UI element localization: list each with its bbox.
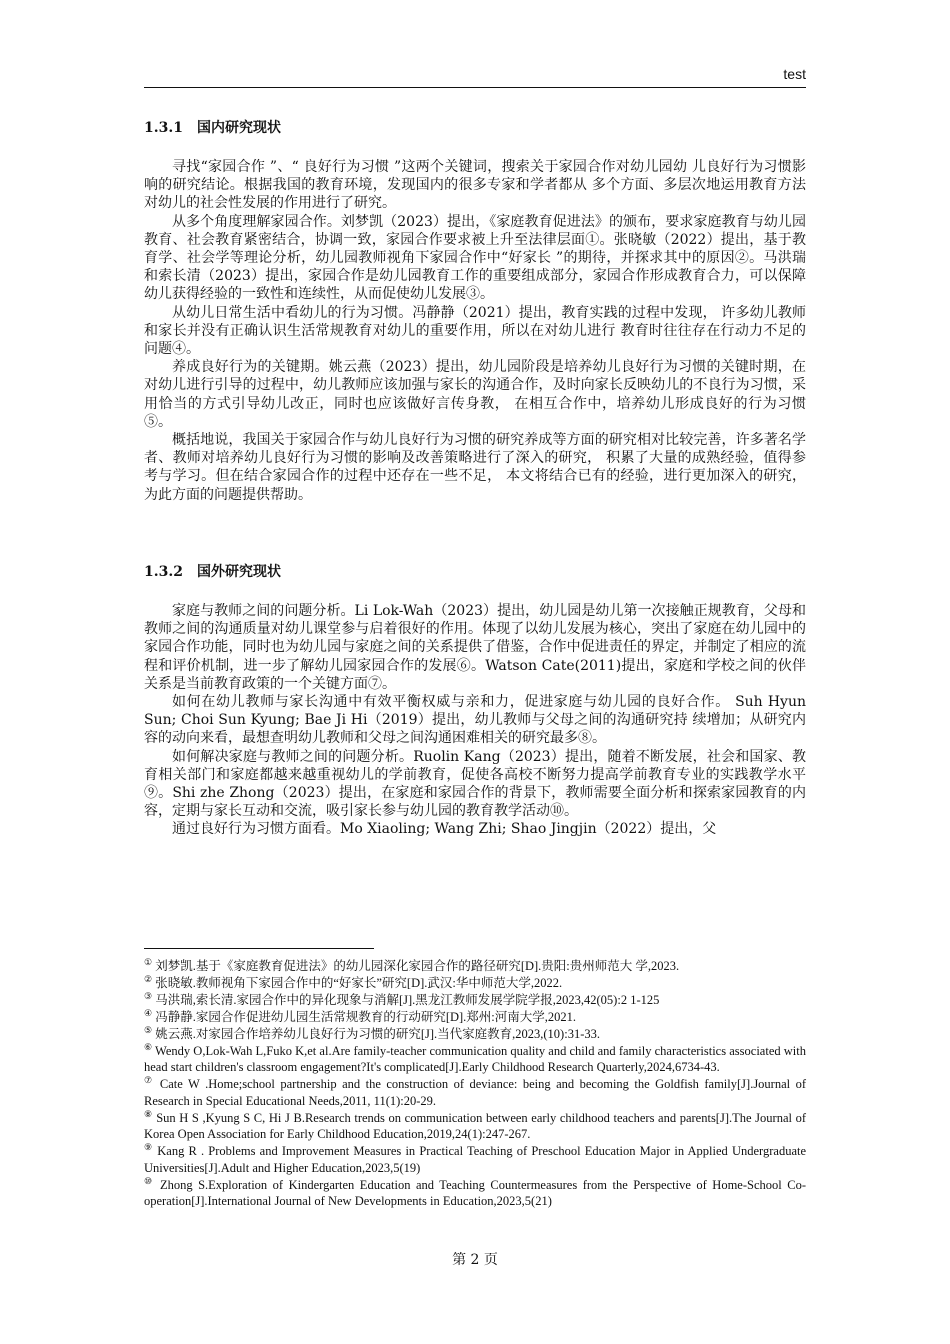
section-heading — [144, 562, 806, 582]
header-rule — [144, 87, 806, 88]
footnote-mark: ⑩ — [144, 1175, 155, 1186]
footnote-mark: ⑥ — [144, 1041, 153, 1052]
footnote — [144, 975, 806, 991]
footnote — [144, 1009, 806, 1025]
section-heading — [144, 118, 806, 138]
footnote-text: Kang R . Problems and Improvement Measures in Practical Teaching of Preschool Education Major in Applied Undergraduate Universities[J].Adult and Higher Education,2023,5(19) — [144, 1144, 807, 1175]
section-body — [144, 602, 806, 839]
section-number: 1.3.1 — [144, 120, 183, 136]
paragraph: 从多个角度理解家园合作。刘梦凯（2023）提出，《家庭教育促进法》的颁布，要求家庭教育与幼儿园教育、社会教育紧密结合，协调一致，家园合作要求被上升至法律层面①。张晓敏（2022）提出，基于教育学、社会学等理论分析，幼儿园教师视角下家园合作中“好家长 ”的期待，并探求其中的原因②。马洪瑞和索长清（2023）提出，家园合作是幼儿园教育工作的重要组成部分，家园合作形成教育合力，可以保障幼儿获得经验的一致性和连续性，从而促使幼儿发展③。 — [144, 213, 806, 303]
footnote-text: Cate W .Home;school partnership and the construction of deviance: being and becoming the Goldfish family[J].Journal of Research in Special Educational Needs,2011, 11(1):20-29. — [144, 1077, 806, 1108]
footnote — [144, 1110, 806, 1143]
paragraph: 养成良好行为的关键期。姚云燕（2023）提出，幼儿园阶段是培养幼儿良好行为习惯的关键时期，在对幼儿进行引导的过程中，幼儿教师应该加强与家长的沟通合作，及时向家长反映幼儿的不良行为习惯，采用恰当的方式引导幼儿改正，同时也应该做好言传身教， 在相互合作中，培养幼儿形成良好的行为习惯⑤。 — [144, 359, 806, 430]
footnote — [144, 992, 806, 1008]
footnote — [144, 1026, 806, 1042]
footnote-mark: ④ — [144, 1007, 153, 1018]
footnote — [144, 1043, 806, 1076]
section-body — [144, 158, 806, 504]
footnote-mark: ⑤ — [144, 1024, 153, 1035]
footnote-text: Sun H S ,Kyung S C, Hi J B.Research trends on communication between early childhood teachers and parents[J].The Journal of Korea Open Association for Early Childhood Education,2019,24(1):247-267. — [144, 1110, 806, 1142]
paragraph: 从幼儿日常生活中看幼儿的行为习惯。冯静静（2021）提出，教育实践的过程中发现， 许多幼儿教师和家长并没有正确认识生活常规教育对幼儿的重要作用，所以在对幼儿进行 教育时往往存在行动力不足的问题④。 — [144, 304, 806, 358]
footnote-mark: ② — [144, 973, 153, 984]
footnote-mark: ⑦ — [144, 1075, 155, 1086]
footnote-mark: ① — [144, 956, 153, 967]
footnote-mark: ⑨ — [144, 1142, 154, 1153]
paragraph: 如何解决家庭与教师之间的问题分析。Ruolin Kang（2023）提出，随着不断发展，社会和国家、教育相关部门和家庭都越来越重视幼儿的学前教育，促使各高校不断努力提高学前教育专业的实践教学水平⑨。Shi zhe Zhong（2023）提出，在家庭和家园合作的背景下，教师需要全面分析和探索家园教育的内容，定期与家长互动和交流，吸引家长参与幼儿园的教育教学活动⑩。 — [144, 748, 806, 820]
footnote-text: Wendy O,Lok-Wah L,Fuko K,et al.Are family-teacher communication quality and child and family characteristics associated with head start children's classroom engagement?It's complicated[J].Early Childhood Research Quarterly,2024,6734-43. — [144, 1044, 806, 1075]
footnote — [144, 1076, 806, 1109]
paragraph: 如何在幼儿教师与家长沟通中有效平衡权威与亲和力，促进家庭与幼儿园的良好合作。 Suh Hyun Sun; Choi Sun Kyung; Bae Ji Hi（2019）提出，幼儿教师与父母之间的沟通研究持 续增加；从研究内容的动向来看，最想查明幼儿教师和父母之间沟通困难相关的研究最多⑧。 — [144, 694, 806, 747]
page-number: 第 2 页 — [452, 1252, 498, 1268]
footnote — [144, 958, 806, 974]
paragraph: 通过良好行为习惯方面看。Mo Xiaoling; Wang Zhi; Shao Jingjin（2022）提出，父 — [172, 821, 717, 838]
paragraph: 家庭与教师之间的问题分析。Li Lok-Wah（2023）提出，幼儿园是幼儿第一次接触正规教育，父母和教师之间的沟通质量对幼儿课堂参与启着很好的作用。体现了以幼儿发展为核心，突出了家庭在幼儿园中的家园合作功能，同时也为幼儿园与家庭之间的关系提供了借鉴，合作中促进责任的界定，并制定了相应的流程和评价机制，进一步了解幼儿园家园合作的发展⑥。Watson Cate(2011)提出，家庭和学校之间的伙伴关系是当前教育政策的一个关键方面⑦。 — [144, 603, 806, 692]
section-title: 国内研究现状 — [196, 120, 281, 136]
footnote — [144, 1143, 806, 1176]
footnote-text: 姚云燕.对家园合作培养幼儿良好行为习惯的研究[J].当代家庭教育,2023,(10):31-33. — [155, 1027, 600, 1041]
footnote-text: 冯静静.家园合作促进幼儿园生活常规教育的行动研究[D].郑州:河南大学,2021. — [155, 1010, 577, 1024]
section-title: 国外研究现状 — [196, 564, 281, 580]
paragraph: 寻找“家园合作 ”、“ 良好行为习惯 ”这两个关键词，搜索关于家园合作对幼儿园幼 儿良好行为习惯影响的研究结论。根据我国的教育环境，发现国内的很多专家和学者都从 多个方面、多层次地运用教育方法对幼儿的社会性发展的作用进行了研究。 — [144, 159, 806, 212]
footnotes — [144, 958, 806, 1210]
footnote-text: 马洪瑞,索长清.家园合作中的异化现象与消解[J].黑龙江教师发展学院学报,2023,42(05):2 1-125 — [155, 993, 660, 1007]
footnote-text: Zhong S.Exploration of Kindergarten Education and Teaching Countermeasures from the Perspective of Home-School Co-operation[J].International Journal of New Developments in Education,2023,5(21) — [144, 1177, 806, 1209]
paragraph: 概括地说，我国关于家园合作与幼儿良好行为习惯的研究养成等方面的研究相对比较完善，许多著名学者、教师对培养幼儿良好行为习惯的影响及改善策略进行了深入的研究， 积累了大量的成熟经验，值得参考与学习。但在结合家园合作的过程中还存在一些不足， 本文将结合已有的经验，进行更加深入的研究，为此方面的问题提供帮助。 — [144, 432, 806, 503]
running-header: test — [783, 66, 806, 82]
footnote-mark: ③ — [144, 990, 153, 1001]
footnote-mark: ⑧ — [144, 1108, 153, 1119]
footnote — [144, 1177, 806, 1210]
section-number: 1.3.2 — [144, 564, 183, 580]
footnote-separator — [144, 948, 374, 949]
footnote-text: 刘梦凯.基于《家庭教育促进法》的幼儿园深化家园合作的路径研究[D].贵阳:贵州师范大 学,2023. — [155, 959, 680, 973]
footnote-text: 张晓敏.教师视角下家园合作中的“好家长”研究[D].武汉:华中师范大学,2022. — [155, 976, 563, 990]
